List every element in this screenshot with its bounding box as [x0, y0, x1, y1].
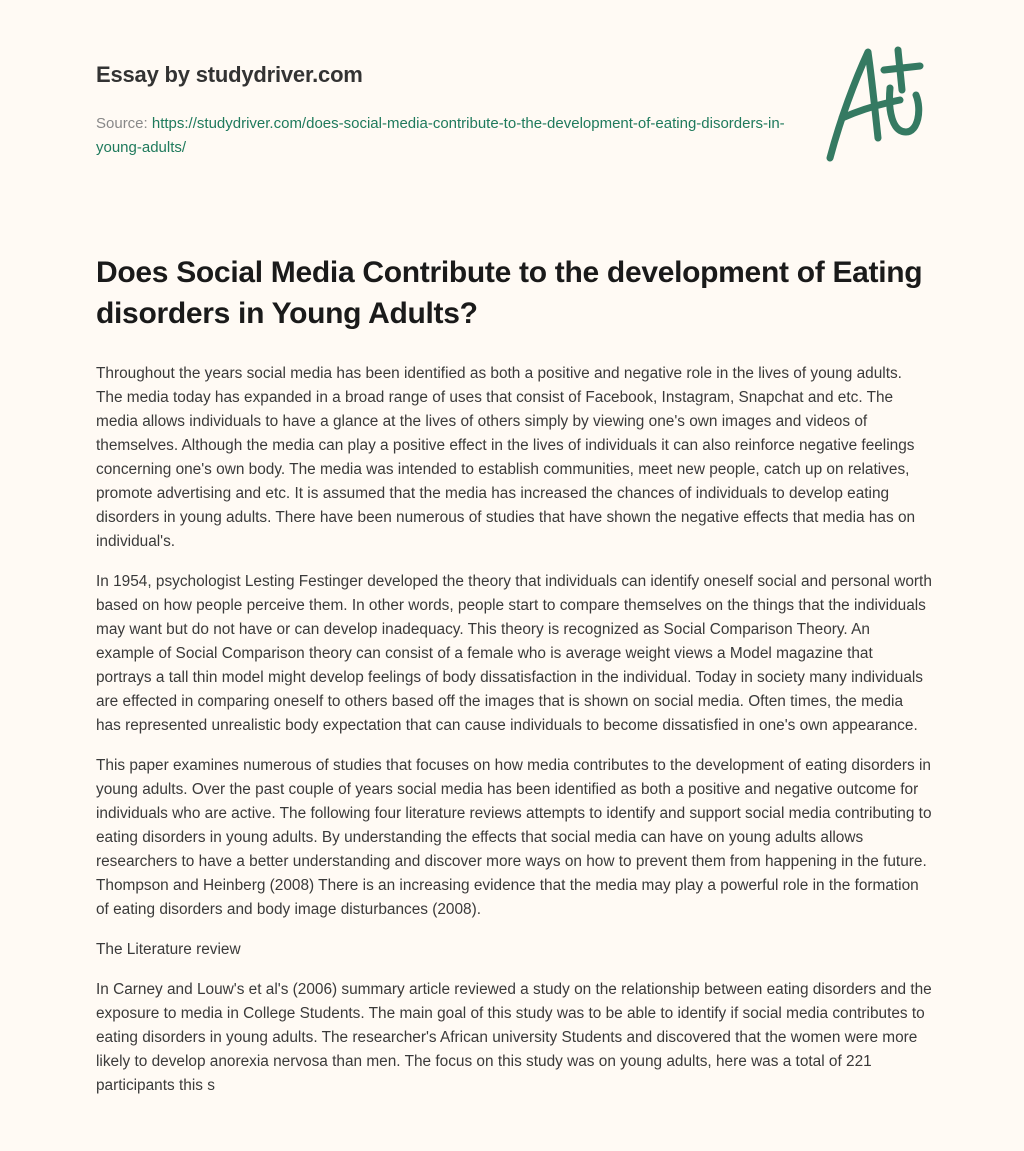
- brand-title: Essay by studydriver.com: [96, 62, 363, 87]
- paragraph: This paper examines numerous of studies that focuses on how media contributes to the development of eating disorders in young adults. Over the past couple of years social media has been identified as both a positive and negative outcome for individuals who are active. The following four literature reviews attempts to identify and support social media contributing to eating disorders in young adults. By understanding the effects that social media can have on young adults allows researchers to have a better understanding and discover more ways on how to prevent them from happening in the future. Thompson and Heinberg (2008) There is an increasing evidence that the media may play a powerful role in the formation of eating disorders and body image disturbances (2008).: [96, 757, 932, 918]
- article-title: Does Social Media Contribute to the development of Eating disorders in Young Adults?: [96, 256, 923, 330]
- paragraph: Throughout the years social media has been identified as both a positive and negative role in the lives of young adults. The media today has expanded in a broad range of uses that consist of Facebook, Instagram, Snapchat and etc. The media allows individuals to have a glance at the lives of others simply by viewing one's own images and videos of themselves. Although the media can play a positive effect in the lives of individuals it can also reinforce negative feelings concerning one's own body. The media was intended to establish communities, meet new people, catch up on relatives, promote advertising and etc. It is assumed that the media has increased the chances of individuals to develop eating disorders in young adults. There have been numerous of studies that have shown the negative effects that media has on individual's.: [96, 365, 916, 550]
- source-line: [96, 112, 816, 160]
- paragraph: In 1954, psychologist Lesting Festinger developed the theory that individuals can identify oneself social and personal worth based on how people perceive them. In other words, people start to compare themselves on the things that the individuals may want but do not have or can develop inadequacy. This theory is recognized as Social Comparison Theory. An example of Social Comparison theory can consist of a female who is average weight views a Model magazine that portrays a tall thin model might develop feelings of body dissatisfaction in the individual. Today in society many individuals are effected in comparing oneself to others based off the images that is shown on social media. Often times, the media has represented unrealistic body expectation that can cause individuals to become dissatisfied in one's own appearance.: [96, 573, 932, 734]
- site-header: [96, 62, 816, 160]
- article: [96, 252, 932, 1114]
- a-plus-logo-icon: [820, 40, 930, 165]
- source-label: Source:: [96, 115, 148, 132]
- source-link[interactable]: https://studydriver.com/does-social-media-contribute-to-the-development-of-eating-disorders-in-young-adults/: [96, 115, 785, 156]
- paragraph: In Carney and Louw's et al's (2006) summary article reviewed a study on the relationship between eating disorders and the exposure to media in College Students. The main goal of this study was to be able to identify if social media contributes to eating disorders in young adults. The researcher's African university Students and discovered that the women were more likely to develop anorexia nervosa than men. The focus on this study was on young adults, here was a total of 221 participants this s: [96, 981, 932, 1094]
- section-heading: The Literature review: [96, 941, 241, 958]
